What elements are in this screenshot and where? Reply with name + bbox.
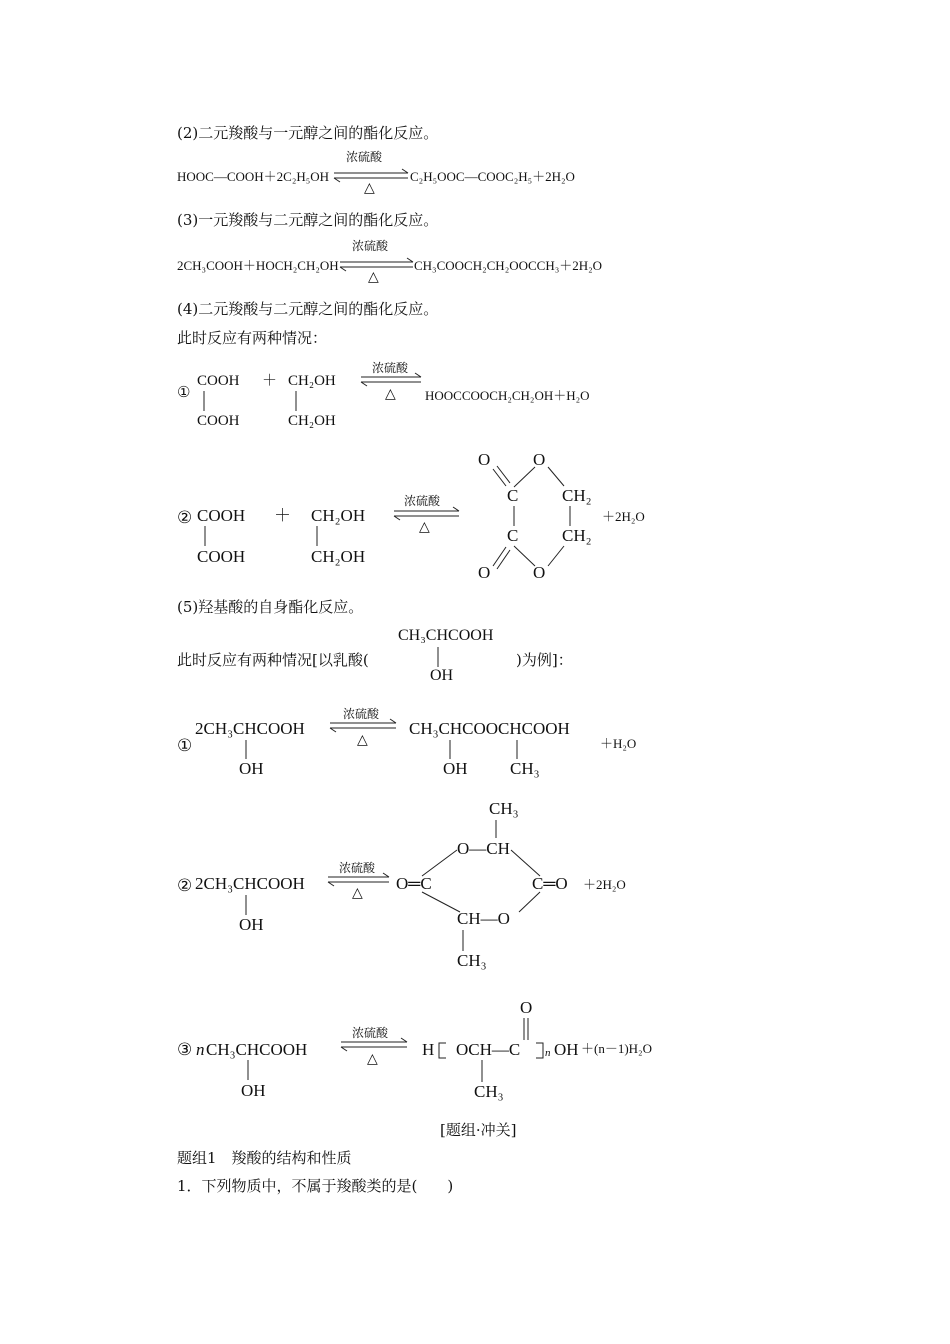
- reversible-arrow-3: [340, 258, 413, 271]
- reactant-lactic: 2CH₃CHCOOH: [195, 719, 305, 738]
- case-number: ②: [177, 508, 193, 527]
- heat-symbol: △: [367, 1051, 378, 1067]
- polylactide-repeat-unit: OCH—C: [456, 1040, 521, 1059]
- case-number: ①: [177, 385, 191, 401]
- catalyst-label: 浓硫酸: [339, 861, 376, 875]
- heat-symbol: △: [364, 180, 375, 196]
- reversible-arrow-5-3: [341, 1038, 407, 1051]
- heat-symbol: △: [357, 732, 368, 748]
- water-product: ＋H₂O: [600, 736, 637, 751]
- polylactide-carbonyl-o: O: [520, 998, 533, 1017]
- oxalic-acid-top: COOH: [197, 506, 246, 525]
- section-4-intro: 此时反应有两种情况：: [177, 329, 328, 347]
- reactant-oh: OH: [239, 915, 264, 934]
- catalyst-label: 浓硫酸: [404, 494, 441, 508]
- glycol-top: CH₂OH: [311, 506, 366, 525]
- heat-symbol: △: [385, 386, 396, 402]
- heading-section-5: (5)羟基酸的自身酯化反应。: [177, 598, 364, 616]
- practice-title: [题组·冲关]: [440, 1121, 517, 1139]
- lactide-ch3-top: CH₃: [489, 799, 519, 818]
- polymer-bracket-right: [536, 1043, 543, 1058]
- section-5-intro-end: )为例]：: [516, 651, 573, 669]
- heat-symbol: △: [419, 519, 430, 535]
- dimer-ch3: CH₃: [510, 759, 540, 778]
- cyclic-ester-ring: [493, 466, 570, 569]
- ring-ch2-top: CH₂: [562, 486, 592, 505]
- lactide-c-eq-o: C═O: [532, 874, 568, 893]
- reactant-lactic: 2CH₃CHCOOH: [195, 874, 305, 893]
- water-product: ＋2H₂O: [602, 509, 645, 524]
- reversible-arrow-5-2: [328, 873, 389, 886]
- lactic-acid-oh: OH: [430, 667, 454, 684]
- reactant-oh: OH: [241, 1081, 266, 1100]
- reversible-arrow-4-1: [361, 373, 421, 386]
- section-5-intro-start: 此时反应有两种情况[以乳酸(: [177, 651, 369, 669]
- reaction-2-reactants: HOOC—COOH＋2C₂H₅OH: [177, 169, 330, 184]
- reaction-3-reactants: 2CH₃COOH＋HOCH₂CH₂OH: [177, 258, 339, 273]
- ring-c-bottom: C: [507, 526, 519, 545]
- plus-sign: ＋: [262, 373, 278, 389]
- ring-o-top-left: O: [478, 450, 491, 469]
- heading-section-4: (4)二元羧酸与二元醇之间的酯化反应。: [177, 300, 439, 318]
- glycol-top: CH₂OH: [288, 373, 336, 389]
- question-group-title: 题组1 羧酸的结构和性质: [177, 1149, 352, 1167]
- heat-symbol: △: [352, 885, 363, 901]
- reactant-lactic: CH₃CHCOOH: [206, 1040, 308, 1059]
- lactide-o-eq-c: O═C: [396, 874, 432, 893]
- question-1: 1．下列物质中，不属于羧酸类的是( ): [177, 1177, 454, 1195]
- ring-c-top: C: [507, 486, 519, 505]
- heading-section-3: (3)一元羧酸与二元醇之间的酯化反应。: [177, 211, 439, 229]
- lactide-o-ch: O—CH: [457, 839, 510, 858]
- reactant-oh: OH: [239, 759, 264, 778]
- polylactide-subscript-n: n: [545, 1047, 551, 1059]
- catalyst-label: 浓硫酸: [343, 707, 380, 721]
- ring-o-bottom-left: O: [478, 563, 491, 582]
- polymer-bracket-left: [439, 1043, 446, 1058]
- polylactide-h: H: [422, 1040, 435, 1059]
- dimer-oh: OH: [443, 759, 468, 778]
- ring-o-top-right: O: [533, 450, 546, 469]
- reaction-2-products: C₂H₅OOC—COOC₂H₅＋2H₂O: [410, 169, 575, 184]
- lactide-ring: [422, 820, 540, 951]
- catalyst-label: 浓硫酸: [346, 150, 383, 164]
- plus-sign: ＋: [274, 506, 291, 525]
- lactide-ch-o: CH—O: [457, 909, 510, 928]
- reversible-arrow-5-1: [330, 719, 396, 732]
- catalyst-label: 浓硫酸: [352, 1026, 389, 1040]
- glycol-bottom: CH₂OH: [288, 413, 336, 429]
- water-product: ＋2H₂O: [583, 877, 626, 892]
- case-number: ③: [177, 1040, 193, 1059]
- case-1-product: HOOCCOOCH₂CH₂OH＋H₂O: [425, 388, 590, 403]
- heat-symbol: △: [368, 269, 379, 285]
- heading-section-2: (2)二元羧酸与一元醇之间的酯化反应。: [177, 124, 439, 142]
- case-number: ①: [177, 736, 193, 755]
- reaction-3-products: CH₃COOCH₂CH₂OOCCH₃＋2H₂O: [414, 258, 603, 273]
- polylactide-end-oh: OH: [554, 1040, 579, 1059]
- oxalic-acid-top: COOH: [197, 373, 240, 389]
- oxalic-acid-bottom: COOH: [197, 547, 246, 566]
- reversible-arrow-4-2: [394, 507, 459, 520]
- glycol-bottom: CH₂OH: [311, 547, 366, 566]
- catalyst-label: 浓硫酸: [372, 361, 409, 375]
- catalyst-label: 浓硫酸: [352, 239, 389, 253]
- ring-o-bottom-right: O: [533, 563, 546, 582]
- lactide-ch3-bottom: CH₃: [457, 951, 487, 970]
- case-number: ②: [177, 876, 193, 895]
- polylactide-ch3: CH₃: [474, 1082, 504, 1101]
- dimer-ester: CH₃CHCOOCHCOOH: [409, 719, 570, 738]
- coefficient-n: n: [196, 1040, 205, 1059]
- water-product: ＋(n－1)H₂O: [581, 1041, 652, 1056]
- ring-ch2-bottom: CH₂: [562, 526, 592, 545]
- oxalic-acid-bottom: COOH: [197, 413, 240, 429]
- lactic-acid-formula: CH₃CHCOOH: [398, 627, 494, 644]
- reversible-arrow-2: [334, 169, 408, 182]
